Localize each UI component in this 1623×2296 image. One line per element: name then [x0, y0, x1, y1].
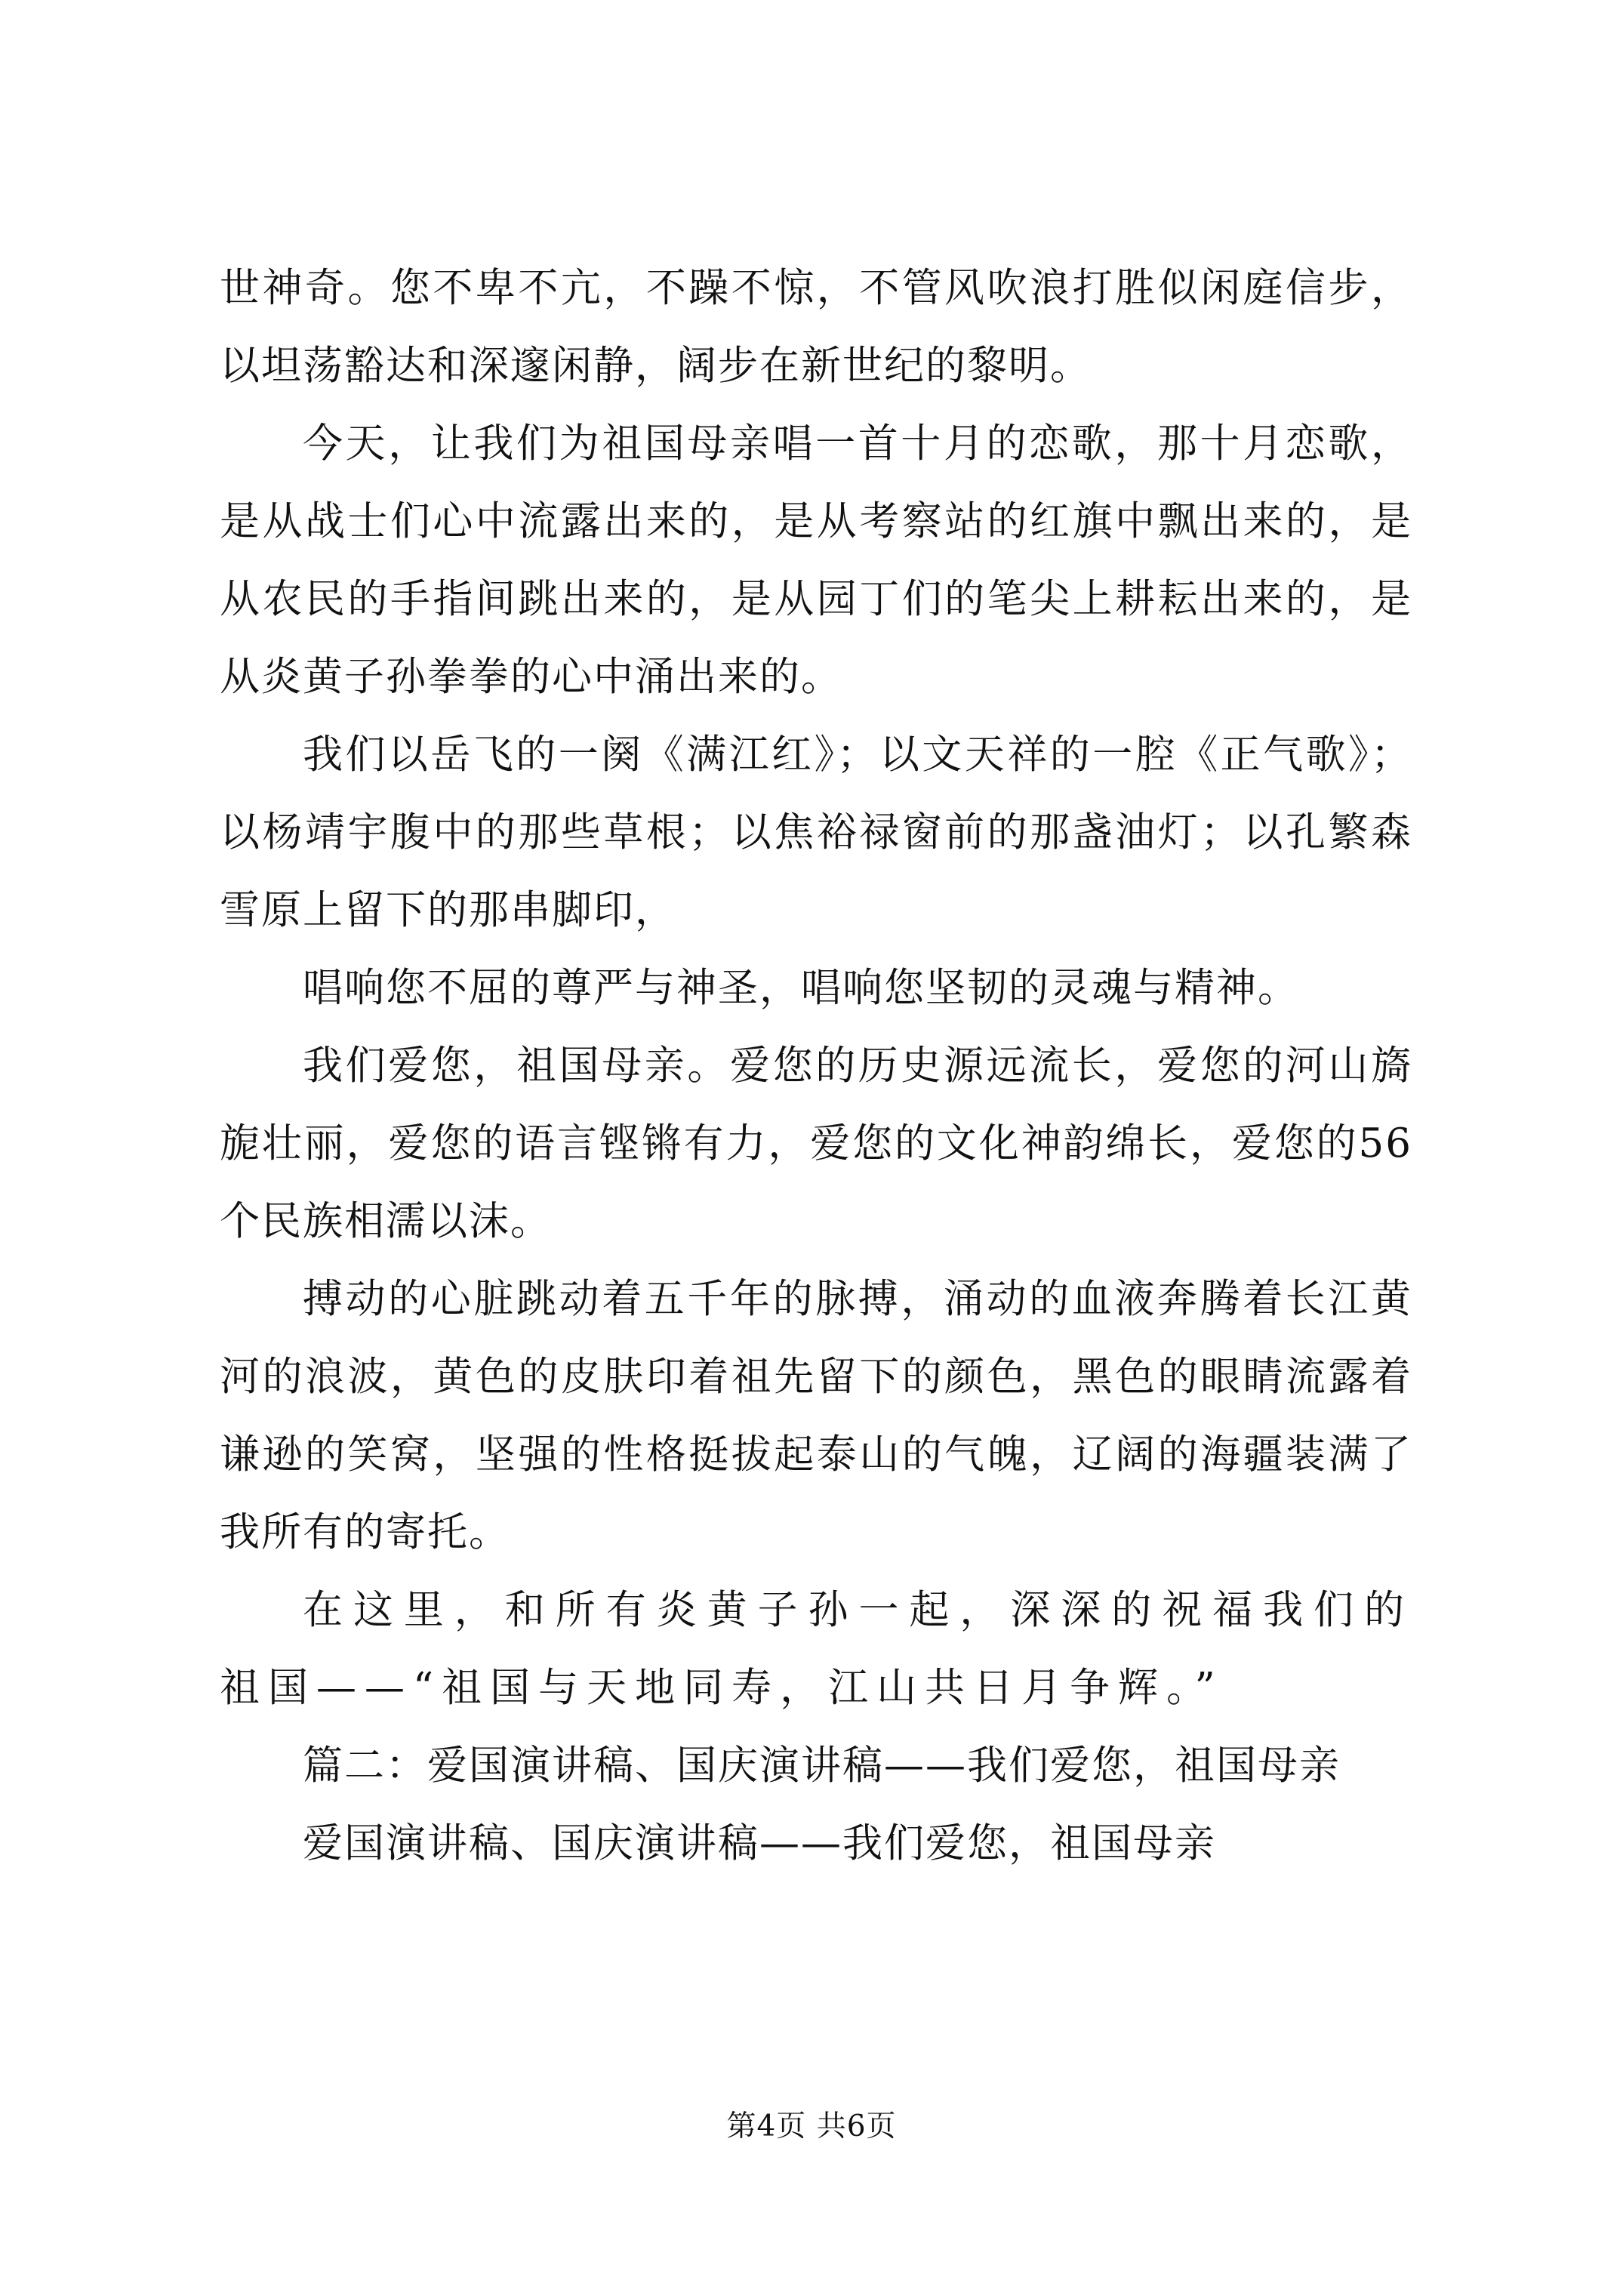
paragraph-3: 我们以岳飞的一阕《满江红》；以文天祥的一腔《正气歌》；以杨靖宇腹中的那些草根；以焦裕禄窗前的那盏油灯；以孔繁森雪原上留下的那串脚印， — [220, 732, 1412, 933]
section-heading: 篇二：爱国演讲稿、国庆演讲稿——我们爱您，祖国母亲 — [303, 1743, 1341, 1789]
paragraph-6: 搏动的心脏跳动着五千年的脉搏，涌动的血液奔腾着长江黄河的浪波，黄色的皮肤印着祖先留下的颜色，黑色的眼睛流露着谦逊的笑窝，坚强的性格挺拔起泰山的气魄，辽阔的海疆装满了我所有的寄托。 — [220, 1276, 1412, 1555]
section-subtitle: 爱国演讲稿、国庆演讲稿——我们爱您，祖国母亲 — [303, 1820, 1216, 1866]
paragraph-1: 世神奇。您不卑不亢，不躁不惊，不管风吹浪打胜似闲庭信步，以坦荡豁达和深邃闲静，阔步在新世纪的黎明。 — [220, 265, 1412, 389]
paragraph-5: 我们爱您，祖国母亲。爱您的历史源远流长，爱您的河山旖旎壮丽，爱您的语言铿锵有力，爱您的文化神韵绵长，爱您的56个民族相濡以沫。 — [220, 1043, 1412, 1244]
document-body — [220, 249, 1412, 1882]
paragraph-4: 唱响您不屈的尊严与神圣，唱响您坚韧的灵魂与精神。 — [303, 965, 1299, 1011]
paragraph-2: 今天，让我们为祖国母亲唱一首十月的恋歌，那十月恋歌，是从战士们心中流露出来的，是从考察站的红旗中飘出来的，是从农民的手指间跳出来的，是从园丁们的笔尖上耕耘出来的，是从炎黄子孙拳拳的心中涌出来的。 — [220, 421, 1412, 700]
paragraph-7: 在这里，和所有炎黄子孙一起，深深的祝福我们的祖国——“祖国与天地同寿，江山共日月争辉。” — [220, 1587, 1412, 1711]
page-number-footer: 第4页 共6页 — [726, 2110, 897, 2143]
